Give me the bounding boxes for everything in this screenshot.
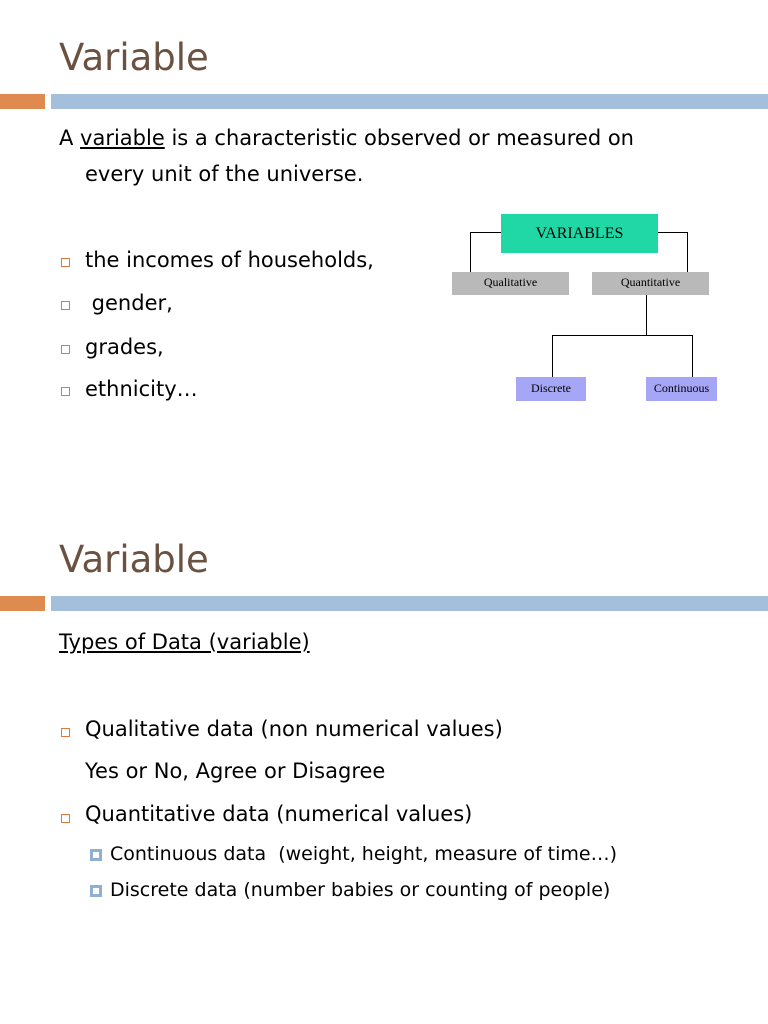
section-heading: Types of Data (variable) bbox=[59, 630, 310, 654]
connector-line bbox=[687, 232, 688, 272]
list-item: gender, bbox=[85, 291, 173, 315]
connector-line bbox=[470, 232, 471, 272]
accent-bar-orange bbox=[0, 596, 45, 611]
intro-prefix: A bbox=[59, 126, 81, 150]
slide-2 bbox=[0, 502, 768, 1004]
connector-line bbox=[658, 232, 687, 233]
connector-line bbox=[646, 295, 647, 336]
slide-title: Variable bbox=[59, 36, 209, 79]
diagram-quantitative-box: Quantitative bbox=[592, 272, 709, 295]
list-item: Quantitative data (numerical values) bbox=[85, 802, 473, 826]
accent-bar-orange bbox=[0, 94, 45, 109]
list-item: the incomes of households, bbox=[85, 248, 374, 272]
list-item-continuation: Yes or No, Agree or Disagree bbox=[85, 759, 386, 783]
intro-line-2: every unit of the universe. bbox=[85, 162, 364, 186]
list-item: Qualitative data (non numerical values) bbox=[85, 717, 503, 741]
bullet-square-icon bbox=[61, 387, 70, 396]
slide-title: Variable bbox=[59, 538, 209, 581]
bullet-square-icon bbox=[61, 258, 70, 267]
intro-rest: is a characteristic observed or measured on bbox=[164, 126, 634, 150]
diagram-continuous-box: Continuous bbox=[646, 377, 717, 401]
sub-bullet-square-icon bbox=[90, 849, 102, 861]
list-item: ethnicity… bbox=[85, 377, 198, 401]
bullet-square-icon bbox=[61, 301, 70, 310]
accent-bar-blue bbox=[51, 596, 768, 611]
diagram-qualitative-box: Qualitative bbox=[452, 272, 569, 295]
sub-list-item: Discrete data (number babies or counting of people) bbox=[110, 879, 611, 901]
slide-1 bbox=[0, 0, 768, 502]
accent-bar-blue bbox=[51, 94, 768, 109]
diagram-root-box: VARIABLES bbox=[501, 214, 658, 253]
bullet-square-icon bbox=[61, 345, 70, 354]
connector-line bbox=[552, 335, 692, 336]
diagram-discrete-box: Discrete bbox=[516, 377, 586, 401]
bullet-square-icon bbox=[61, 728, 70, 737]
connector-line bbox=[470, 232, 501, 233]
sub-bullet-square-icon bbox=[90, 885, 102, 897]
bullet-square-icon bbox=[61, 814, 70, 823]
intro-line-1 bbox=[59, 126, 634, 150]
sub-list-item: Continuous data (weight, height, measure of time…) bbox=[110, 843, 618, 865]
intro-keyword: variable bbox=[80, 126, 165, 150]
connector-line bbox=[692, 335, 693, 377]
list-item: grades, bbox=[85, 335, 164, 359]
connector-line bbox=[552, 335, 553, 377]
